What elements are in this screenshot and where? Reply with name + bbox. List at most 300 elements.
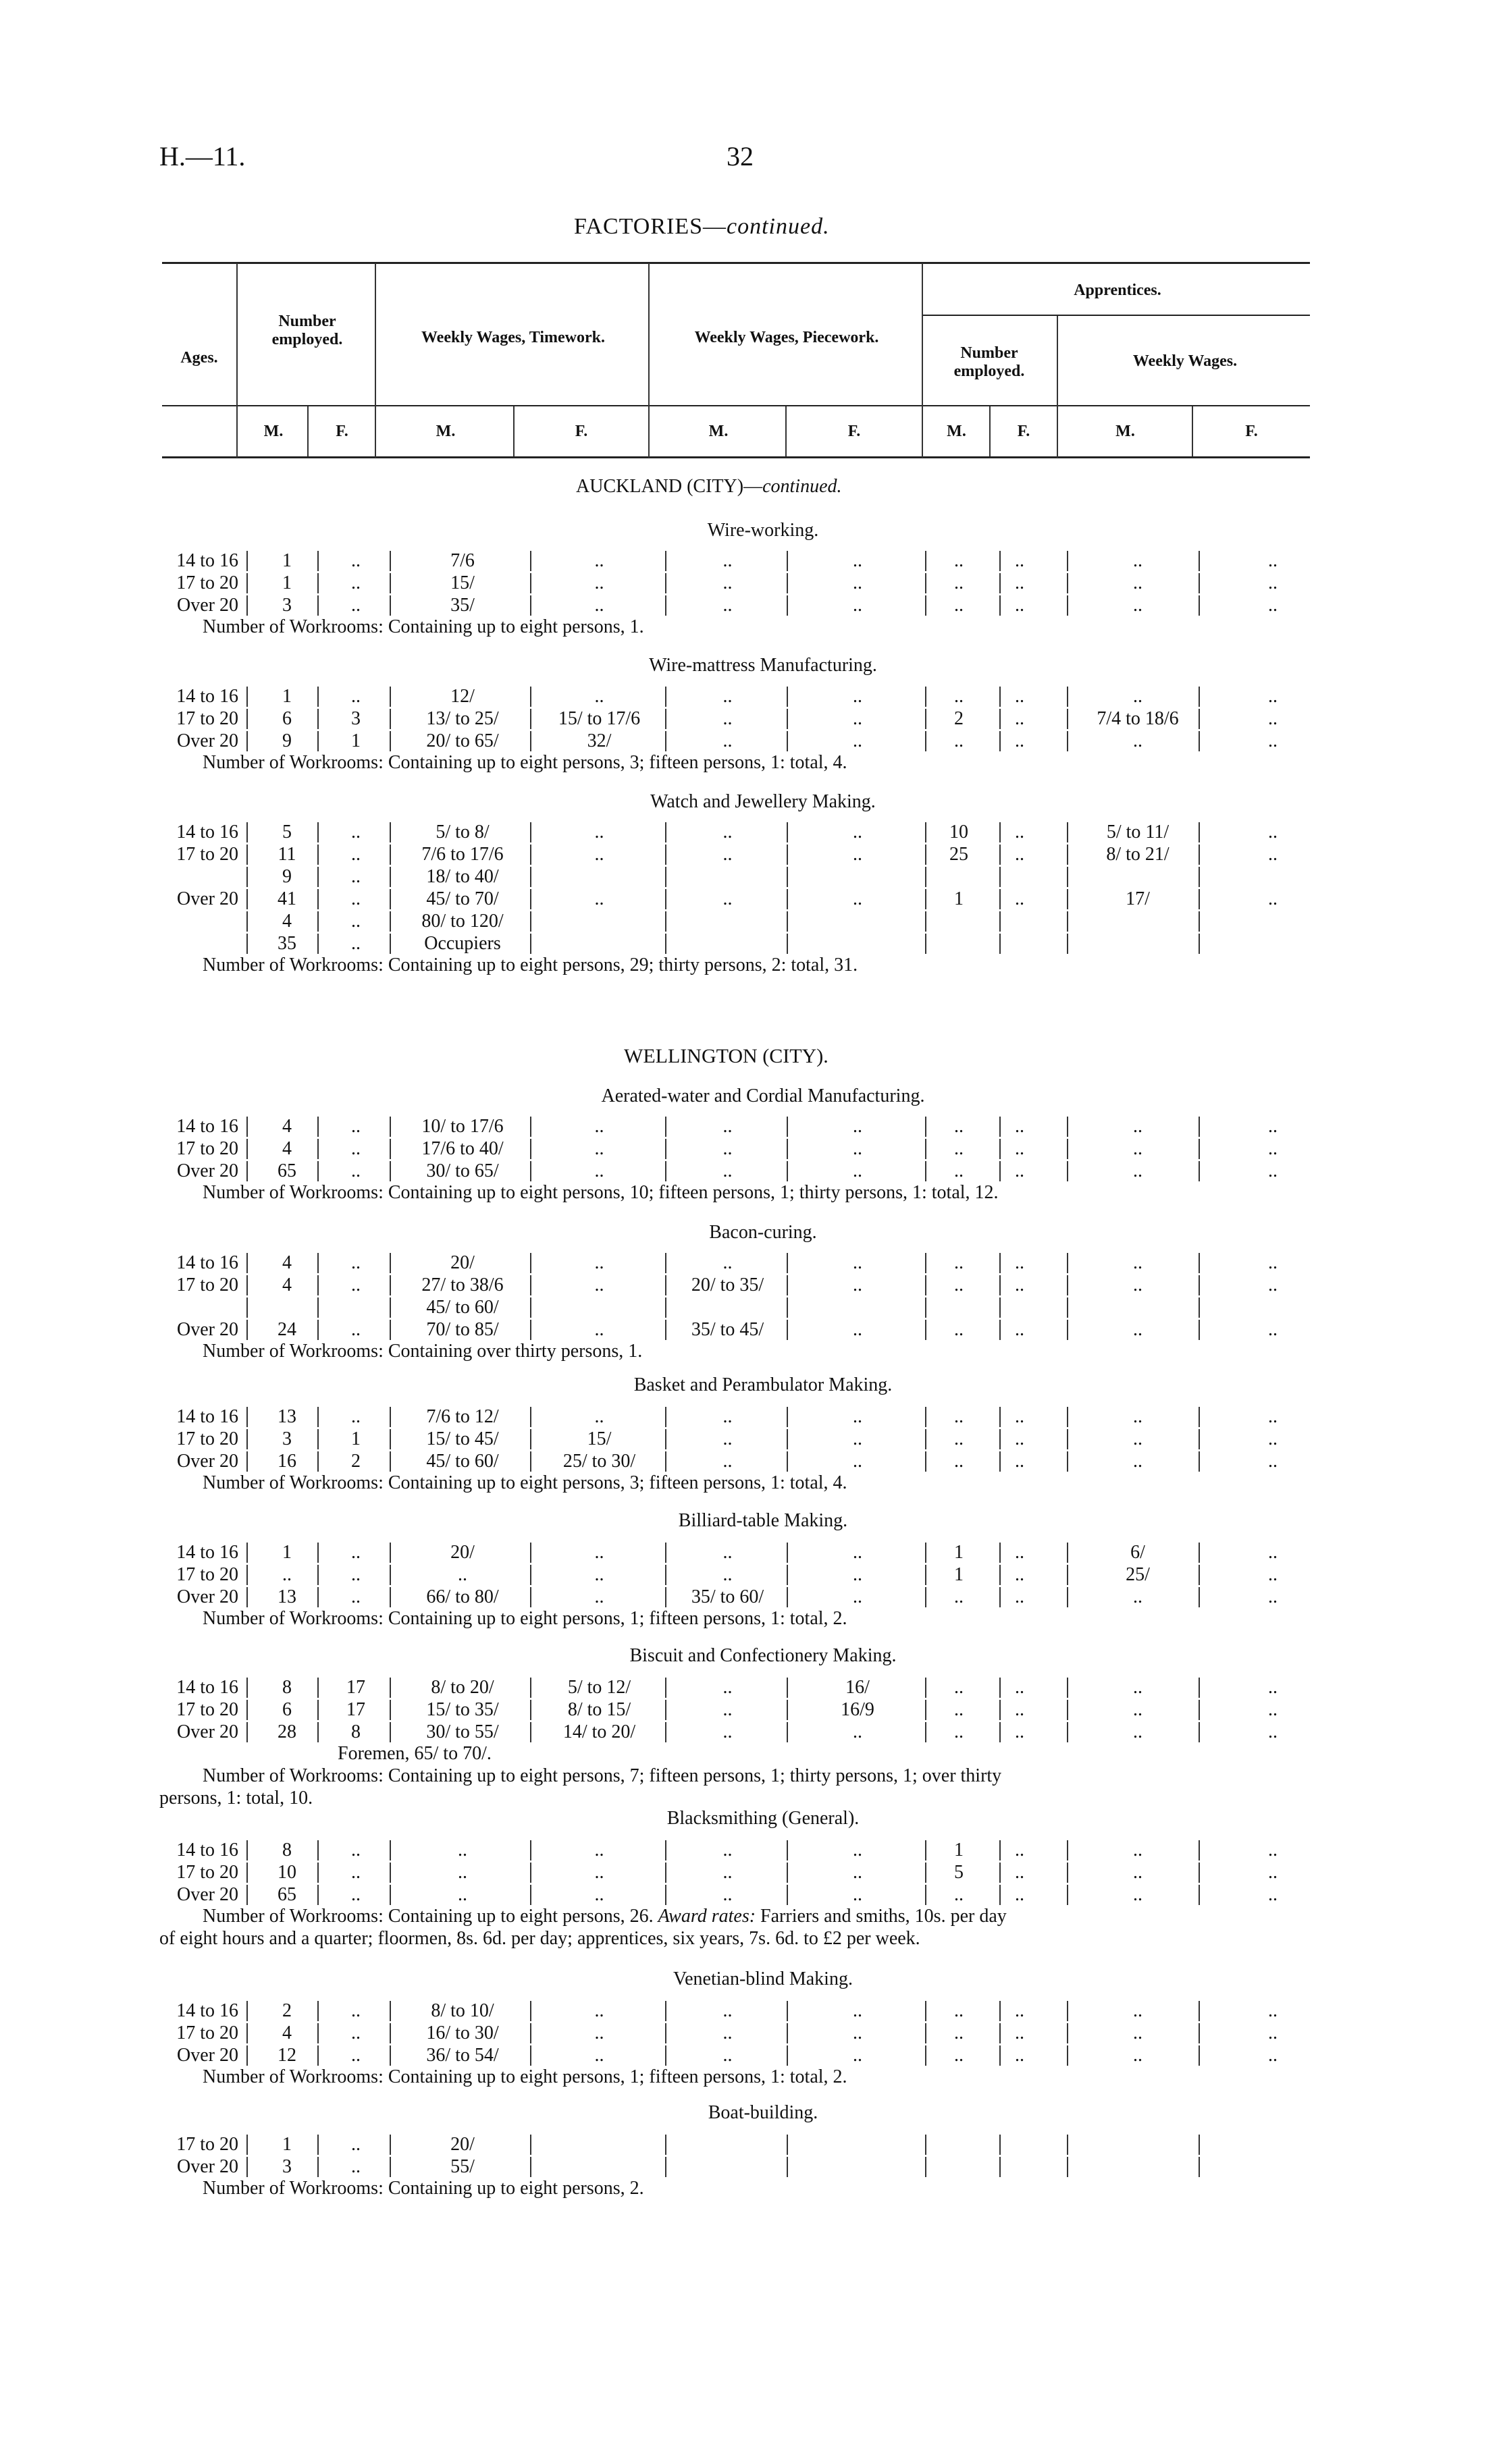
table-row [0,707,1499,730]
column-rule [999,1429,1001,1449]
column-rule [925,1863,926,1883]
column-rule [246,1565,248,1585]
column-rule [999,2001,1001,2021]
column-rule [665,845,666,865]
cell-f: .. [351,686,361,707]
col-f-5: F. [1245,422,1258,440]
column-rule [1199,1407,1200,1427]
cell-f: .. [351,1564,361,1585]
column-rule [787,1161,788,1181]
column-rule [787,911,788,932]
cell-f: .. [351,2023,361,2043]
column-rule [925,1161,926,1181]
cell-awm: .. [1133,1586,1142,1607]
cell-f: .. [351,888,361,909]
column-rule [317,2045,319,2066]
cell-tm: 7/6 to 12/ [426,1406,499,1427]
column-rule [787,934,788,954]
column-rule [246,1253,248,1273]
page-number: 32 [727,141,754,171]
col-m-2: M. [436,422,456,440]
column-rule [999,845,1001,865]
column-rule [390,1297,391,1318]
cell-f: .. [351,2045,361,2066]
column-rule [787,2023,788,2043]
column-rule [787,1840,788,1860]
cell-awm: .. [1133,1699,1142,1720]
col-f-2: F. [575,422,588,440]
column-rule [317,573,319,593]
cell-af: .. [1015,844,1024,865]
cell-tf: .. [594,2045,604,2066]
column-rule [665,2023,666,2043]
cell-age: Over 20 [177,595,238,616]
workrooms-note [203,1472,847,1494]
column-rule [246,911,248,932]
column-rule [530,1320,531,1340]
cell-f: .. [351,911,361,932]
cell-f: 2 [351,1451,361,1472]
cell-awm: .. [1133,1721,1142,1742]
cell-age: 17 to 20 [176,1428,238,1449]
cell-pf: .. [853,1138,862,1159]
column-rule [925,1297,926,1318]
column-rule [787,1407,788,1427]
column-rule [999,573,1001,593]
cell-tf: .. [594,686,604,707]
cell-am: .. [954,1406,964,1427]
cell-am: 1 [954,1542,964,1563]
column-rule [1067,2023,1068,2043]
column-rule [390,687,391,707]
cell-m: 10 [278,1862,296,1883]
cell-am: 25 [949,844,968,865]
column-rule [1199,934,1200,954]
column-rule [787,2001,788,2021]
cell-tf: 8/ to 15/ [567,1699,631,1720]
cell-am: .. [954,1428,964,1449]
column-rule [317,2001,319,2021]
column-rule [1067,1678,1068,1698]
cell-tm: 7/6 [450,550,475,571]
cell-pf: .. [853,1586,862,1607]
cell-am: 1 [954,1564,964,1585]
column-rule [317,551,319,571]
cell-af: .. [1015,1138,1024,1159]
column-rule [390,1139,391,1159]
column-rule [665,1161,666,1181]
column-rule [1067,1863,1068,1883]
cell-af: .. [1015,1116,1024,1137]
column-rule [999,2023,1001,2043]
cell-pm: .. [722,730,733,751]
cell-tm: .. [458,1840,467,1860]
column-rule [665,1275,666,1295]
cell-awf: .. [1268,888,1278,909]
column-rule [665,1117,666,1137]
cell-age: Over 20 [177,730,238,751]
cell-tf: .. [594,822,604,842]
cell-pm: .. [722,2023,733,2043]
column-rule [665,2135,666,2155]
column-rule [1199,709,1200,729]
column-rule [317,1885,319,1905]
cell-f: 17 [346,1677,365,1698]
col-ages: Ages. [180,348,218,367]
industry-name: Boat-building. [708,2102,818,2123]
column-rule [925,1275,926,1295]
column-rule [1199,1543,1200,1563]
table-row [0,1676,1499,1698]
cell-am: .. [954,595,964,616]
column-rule [1067,1565,1068,1585]
cell-tf: .. [594,2000,604,2021]
column-rule [787,1253,788,1273]
col-apprentices: Apprentices. [1074,281,1161,299]
cell-awf: .. [1268,1586,1278,1607]
cell-awf: .. [1268,1428,1278,1449]
column-rule [999,1117,1001,1137]
cell-awm: 8/ to 21/ [1106,844,1169,865]
column-rule [1199,1320,1200,1340]
column-rule [925,1722,926,1742]
cell-age: 17 to 20 [176,708,238,729]
column-rule [999,1840,1001,1860]
column-rule [665,687,666,707]
column-rule [317,1139,319,1159]
cell-awm: .. [1133,2045,1142,2066]
column-rule [1199,845,1200,865]
workrooms-note-text: Number of Workrooms: Containing up to eight persons, 1. [203,616,644,637]
cell-am: .. [954,1116,964,1137]
cell-m: 11 [278,844,296,865]
cell-awf: .. [1268,2023,1278,2043]
column-rule [1199,2045,1200,2066]
workrooms-note-text: Number of Workrooms: Containing up to eight persons, 1; fifteen persons, 1: total, 2. [203,1608,847,1629]
industry-name: Wire-working. [707,520,819,541]
column-rule [317,2023,319,2043]
foremen-note: Foremen, 65/ to 70/. [338,1743,492,1764]
column-rule [1067,595,1068,616]
column-rule [925,573,926,593]
cell-awm: 6/ [1130,1542,1145,1563]
cell-am: 1 [954,888,964,909]
column-rule [787,845,788,865]
column-rule [317,1722,319,1742]
column-rule [390,709,391,729]
column-rule [390,911,391,932]
column-rule [925,2023,926,2043]
industry-name: Venetian-blind Making. [673,1968,853,1989]
cell-f: .. [351,2000,361,2021]
cell-f: 8 [351,1721,361,1742]
column-rule [317,1678,319,1698]
cell-af: .. [1015,2000,1024,2021]
cell-awf: .. [1268,1138,1278,1159]
column-rule [1067,2157,1068,2177]
cell-af: .. [1015,686,1024,707]
cell-awf: .. [1268,1677,1278,1698]
column-rule [317,2135,319,2155]
col-m-3: M. [708,422,729,440]
column-rule [1067,2001,1068,2021]
cell-awf: .. [1268,1564,1278,1585]
column-rule [530,1722,531,1742]
column-rule [246,2001,248,2021]
column-rule [925,2135,926,2155]
column-rule [246,934,248,954]
industry-name: Watch and Jewellery Making. [650,791,876,812]
column-rule [1199,1840,1200,1860]
cell-tm: 66/ to 80/ [426,1586,499,1607]
column-rule [999,1678,1001,1698]
column-rule [317,1253,319,1273]
cell-af: .. [1015,1699,1024,1720]
column-rule [787,595,788,616]
cell-pf: .. [853,686,862,707]
workrooms-note-continued: of eight hours and a quarter; floormen, 8s. 6d. per day; apprentices, six years, 7s. 6d. to £2 per week. [159,1928,920,1949]
table-row [0,1252,1499,1274]
cell-awm: .. [1133,2023,1142,2043]
cell-tf: 5/ to 12/ [567,1677,631,1698]
column-rule [530,687,531,707]
cell-af: .. [1015,1564,1024,1585]
cell-pm: .. [722,1252,733,1273]
cell-age: Over 20 [177,1451,238,1472]
column-rule [999,1587,1001,1607]
cell-pf: .. [853,1406,862,1427]
cell-am: .. [954,1586,964,1607]
column-rule [1199,889,1200,909]
cell-m: 6 [282,708,292,729]
cell-m: 13 [278,1406,296,1427]
cell-pm: .. [722,1862,733,1883]
column-rule [390,1407,391,1427]
cell-m: 41 [278,888,296,909]
column-rule [999,934,1001,954]
cell-af: .. [1015,1884,1024,1905]
cell-tm: 36/ to 54/ [426,2045,499,2066]
column-rule [1199,867,1200,887]
column-rule [1199,1117,1200,1137]
column-rule [1067,822,1068,842]
cell-tm: 18/ to 40/ [426,866,499,887]
column-rule [317,687,319,707]
column-rule [1067,1700,1068,1720]
column-rule [317,1840,319,1860]
column-rule [1199,595,1200,616]
column-rule [665,1320,666,1340]
cell-m: 4 [282,1252,292,1273]
column-rule [317,1863,319,1883]
cell-tf: .. [594,1116,604,1137]
table-row [0,1296,1499,1318]
column-rule [787,1543,788,1563]
cell-awf: .. [1268,2045,1278,2066]
cell-af: .. [1015,888,1024,909]
column-rule [246,1863,248,1883]
cell-m: 24 [278,1319,296,1340]
column-rule [925,1451,926,1472]
col-f-4: F. [1017,422,1030,440]
cell-f: .. [351,1840,361,1860]
workrooms-note [203,2066,847,2088]
workrooms-note [203,616,644,638]
cell-pm: .. [722,888,733,909]
column-rule [317,822,319,842]
cell-age: 14 to 16 [176,1116,238,1137]
cell-tm: 70/ to 85/ [426,1319,499,1340]
cell-pm: 35/ to 45/ [691,1319,764,1340]
column-rule [530,573,531,593]
column-rule [390,1543,391,1563]
table-row [0,550,1499,572]
column-rule [665,934,666,954]
cell-am: .. [954,1677,964,1698]
cell-pm: .. [722,550,733,571]
column-rule [925,1320,926,1340]
cell-am: .. [954,2045,964,2066]
column-rule [530,911,531,932]
cell-awf: .. [1268,730,1278,751]
column-rule [999,2135,1001,2155]
table-row [0,865,1499,888]
cell-age: 14 to 16 [176,550,238,571]
column-rule [999,889,1001,909]
column-rule [787,1678,788,1698]
cell-m: 65 [278,1160,296,1181]
cell-tm: 10/ to 17/6 [421,1116,504,1137]
workrooms-note [203,1765,1001,1787]
column-rule [1067,867,1068,887]
cell-m: 1 [282,550,292,571]
cell-pm: .. [722,2000,733,2021]
cell-pm: .. [722,844,733,865]
cell-pf: .. [853,1160,862,1181]
column-rule [665,1863,666,1883]
workrooms-note-text: Number of Workrooms: Containing up to eight persons, 29; thirty persons, 2: total, 31. [203,955,858,975]
column-rule [530,889,531,909]
column-rule [246,1139,248,1159]
column-rule [1067,1139,1068,1159]
column-rule [530,595,531,616]
cell-f: .. [351,844,361,865]
column-rule [787,687,788,707]
cell-af: .. [1015,1677,1024,1698]
column-rule [925,709,926,729]
cell-pf: .. [853,1451,862,1472]
column-rule [246,1587,248,1607]
column-rule [925,1840,926,1860]
column-rule [665,889,666,909]
cell-f: .. [351,822,361,842]
cell-tf: .. [594,1840,604,1860]
column-rule [665,822,666,842]
column-rule [317,595,319,616]
column-rule [665,2045,666,2066]
cell-af: .. [1015,1542,1024,1563]
cell-m: 1 [282,686,292,707]
table-row [0,1115,1499,1137]
cell-m: 4 [282,1116,292,1137]
cell-f: .. [351,1116,361,1137]
column-rule [925,1139,926,1159]
cell-pm: .. [722,1406,733,1427]
column-rule [1199,2001,1200,2021]
col-app-number: Number employed. [953,344,1025,380]
table-row [0,1137,1499,1160]
table-row [0,1274,1499,1296]
cell-f: 17 [346,1699,365,1720]
column-rule [246,845,248,865]
cell-awm: .. [1133,2000,1142,2021]
column-rule [925,1543,926,1563]
column-rule [390,1320,391,1340]
column-rule [1067,551,1068,571]
cell-f: 3 [351,708,361,729]
col-f-3: F. [847,422,861,440]
page-title [574,214,830,240]
column-rule [246,1700,248,1720]
cell-m: 28 [278,1721,296,1742]
column-rule [317,2157,319,2177]
column-rule [246,2023,248,2043]
cell-awm: .. [1133,550,1142,571]
cell-age: Over 20 [177,2156,238,2177]
cell-af: .. [1015,595,1024,616]
column-rule [317,1429,319,1449]
cell-tf: .. [594,1542,604,1563]
cell-age: Over 20 [177,1586,238,1607]
industry-name: Blacksmithing (General). [666,1808,860,1829]
table-row [0,932,1499,955]
column-rule [925,822,926,842]
cell-pf: .. [853,595,862,616]
column-rule [246,1722,248,1742]
column-rule [246,1161,248,1181]
cell-tf: .. [594,1586,604,1607]
table-row [0,730,1499,752]
cell-m: 5 [282,822,292,842]
cell-tm: 13/ to 25/ [426,708,499,729]
cell-awf: .. [1268,2000,1278,2021]
column-rule [665,1885,666,1905]
region-heading-wellington: WELLINGTON (CITY). [624,1045,829,1067]
cell-pm: .. [722,1677,733,1698]
column-rule [530,2001,531,2021]
column-rule [787,1117,788,1137]
column-rule [246,1117,248,1137]
column-rule [1067,1451,1068,1472]
column-rule [925,1678,926,1698]
cell-pm: .. [722,708,733,729]
column-rule [390,889,391,909]
table-row [0,594,1499,616]
cell-tf: 15/ [587,1428,612,1449]
column-rule [530,1297,531,1318]
column-rule [1199,551,1200,571]
cell-pf: .. [853,1840,862,1860]
cell-m: .. [282,1564,292,1585]
column-rule [925,1587,926,1607]
cell-tm: 17/6 to 40/ [421,1138,504,1159]
cell-pf: .. [853,1564,862,1585]
column-rule [530,2023,531,2043]
column-rule [665,1722,666,1742]
column-rule [390,2001,391,2021]
column-rule [665,1253,666,1273]
column-rule [665,911,666,932]
